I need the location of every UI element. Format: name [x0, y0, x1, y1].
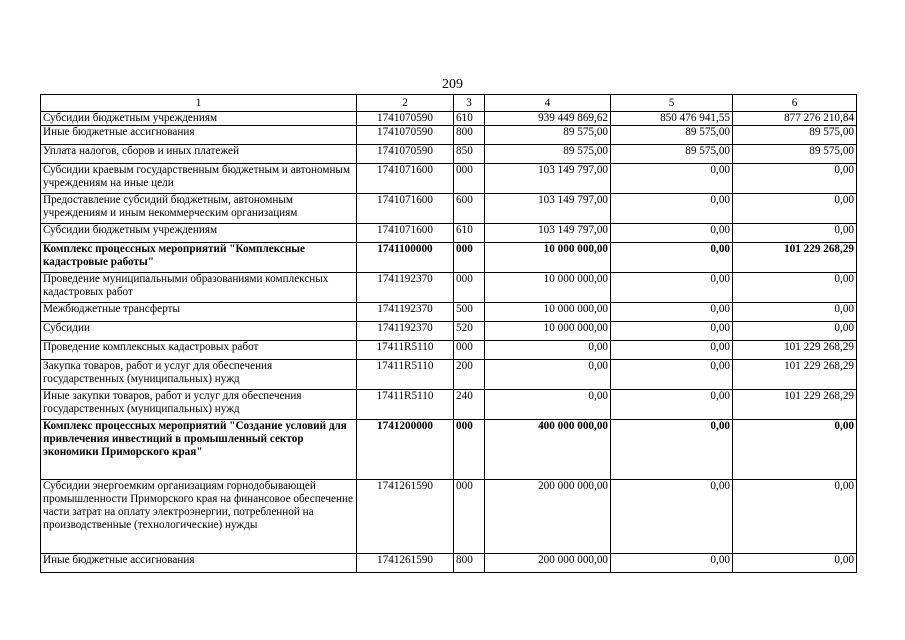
- table-row: [41, 194, 857, 224]
- row-value-col6: 0,00: [733, 322, 857, 341]
- row-name: Предоставление субсидий бюджетным, автономным учреждениям и иным некоммерческим организациям: [41, 194, 357, 224]
- table-row: [41, 341, 857, 360]
- row-type: 000: [454, 243, 485, 273]
- table-row: [41, 112, 857, 126]
- table-row: [41, 303, 857, 322]
- row-value-col5: 89 575,00: [611, 145, 733, 164]
- header-cell: 1: [41, 95, 357, 112]
- row-type: 000: [454, 480, 485, 554]
- row-type: 610: [454, 224, 485, 243]
- header-cell: 2: [357, 95, 454, 112]
- row-value-col5: 0,00: [611, 194, 733, 224]
- table-row: [41, 126, 857, 145]
- row-name: Субсидии бюджетным учреждениям: [41, 112, 357, 126]
- header-cell: 5: [611, 95, 733, 112]
- row-type: 610: [454, 112, 485, 126]
- row-name: Комплекс процессных мероприятий "Создание условий для привлечения инвестиций в промышленный сектор экономики Приморского края": [41, 420, 357, 480]
- row-value-col4: 10 000 000,00: [485, 322, 611, 341]
- row-value-col4: 0,00: [485, 360, 611, 390]
- row-type: 520: [454, 322, 485, 341]
- row-name: Субсидии бюджетным учреждениям: [41, 224, 357, 243]
- row-name: Проведение комплексных кадастровых работ: [41, 341, 357, 360]
- row-value-col4: 89 575,00: [485, 145, 611, 164]
- row-value-col4: 200 000 000,00: [485, 480, 611, 554]
- row-value-col4: 0,00: [485, 341, 611, 360]
- row-value-col6: 0,00: [733, 164, 857, 194]
- row-code: 1741261590: [357, 554, 454, 573]
- row-name: Иные бюджетные ассигнования: [41, 126, 357, 145]
- row-name: Иные закупки товаров, работ и услуг для обеспечения государственных (муниципальных) нужд: [41, 390, 357, 420]
- row-name: Межбюджетные трансферты: [41, 303, 357, 322]
- row-name: Иные бюджетные ассигнования: [41, 554, 357, 573]
- row-name: Субсидии энергоемким организациям горнодобывающей промышленности Приморского края на финансовое обеспечение части затрат на оплату электроэнергии, потребленной на производственные (технологические) нужды: [41, 480, 357, 554]
- row-value-col4: 200 000 000,00: [485, 554, 611, 573]
- row-code: 1741070590: [357, 126, 454, 145]
- row-type: 000: [454, 341, 485, 360]
- row-code: 1741071600: [357, 194, 454, 224]
- row-value-col5: 0,00: [611, 243, 733, 273]
- row-type: 000: [454, 164, 485, 194]
- row-code: 1741261590: [357, 480, 454, 554]
- row-value-col4: 103 149 797,00: [485, 194, 611, 224]
- row-value-col5: 0,00: [611, 164, 733, 194]
- table-row: [41, 243, 857, 273]
- row-type: 800: [454, 126, 485, 145]
- row-value-col5: 0,00: [611, 554, 733, 573]
- row-value-col4: 103 149 797,00: [485, 164, 611, 194]
- row-type: 500: [454, 303, 485, 322]
- row-value-col6: 101 229 268,29: [733, 341, 857, 360]
- row-value-col4: 103 149 797,00: [485, 224, 611, 243]
- table-row: [41, 554, 857, 573]
- header-cell: 4: [485, 95, 611, 112]
- page-number: 209: [442, 77, 463, 92]
- row-value-col6: 0,00: [733, 194, 857, 224]
- row-value-col6: 0,00: [733, 420, 857, 480]
- row-value-col4: 400 000 000,00: [485, 420, 611, 480]
- table-row: [41, 273, 857, 303]
- row-value-col6: 0,00: [733, 554, 857, 573]
- row-code: 17411R5110: [357, 390, 454, 420]
- row-value-col6: 89 575,00: [733, 126, 857, 145]
- row-code: 1741200000: [357, 420, 454, 480]
- row-value-col5: 89 575,00: [611, 126, 733, 145]
- row-type: 800: [454, 554, 485, 573]
- row-code: 17411R5110: [357, 341, 454, 360]
- row-value-col5: 0,00: [611, 224, 733, 243]
- row-value-col4: 10 000 000,00: [485, 273, 611, 303]
- row-type: 240: [454, 390, 485, 420]
- budget-table: [40, 94, 857, 573]
- row-code: 1741071600: [357, 224, 454, 243]
- table-body: [41, 95, 857, 573]
- row-value-col5: 850 476 941,55: [611, 112, 733, 126]
- row-value-col4: 10 000 000,00: [485, 303, 611, 322]
- row-value-col5: 0,00: [611, 273, 733, 303]
- header-cell: 6: [733, 95, 857, 112]
- row-code: 1741192370: [357, 322, 454, 341]
- row-value-col6: 0,00: [733, 480, 857, 554]
- row-type: 200: [454, 360, 485, 390]
- row-value-col6: 0,00: [733, 303, 857, 322]
- row-name: Субсидии краевым государственным бюджетным и автономным учреждениям на иные цели: [41, 164, 357, 194]
- row-value-col5: 0,00: [611, 303, 733, 322]
- row-name: Проведение муниципальными образованиями комплексных кадастровых работ: [41, 273, 357, 303]
- row-value-col6: 877 276 210,84: [733, 112, 857, 126]
- row-name: Закупка товаров, работ и услуг для обеспечения государственных (муниципальных) нужд: [41, 360, 357, 390]
- row-code: 1741192370: [357, 273, 454, 303]
- table-row: [41, 145, 857, 164]
- row-code: 1741192370: [357, 303, 454, 322]
- row-value-col5: 0,00: [611, 360, 733, 390]
- row-type: 000: [454, 273, 485, 303]
- table-row: [41, 224, 857, 243]
- row-value-col5: 0,00: [611, 420, 733, 480]
- table-row: [41, 390, 857, 420]
- table-row: [41, 322, 857, 341]
- row-value-col5: 0,00: [611, 480, 733, 554]
- row-value-col6: 0,00: [733, 273, 857, 303]
- row-code: 1741100000: [357, 243, 454, 273]
- row-value-col6: 101 229 268,29: [733, 390, 857, 420]
- row-value-col4: 89 575,00: [485, 126, 611, 145]
- row-code: 1741070590: [357, 145, 454, 164]
- row-value-col6: 0,00: [733, 224, 857, 243]
- table-row: [41, 164, 857, 194]
- row-type: 850: [454, 145, 485, 164]
- row-code: 17411R5110: [357, 360, 454, 390]
- row-type: 000: [454, 420, 485, 480]
- row-value-col6: 101 229 268,29: [733, 360, 857, 390]
- row-name: Уплата налогов, сборов и иных платежей: [41, 145, 357, 164]
- row-code: 1741070590: [357, 112, 454, 126]
- table-row: [41, 480, 857, 554]
- row-value-col6: 89 575,00: [733, 145, 857, 164]
- row-value-col5: 0,00: [611, 322, 733, 341]
- row-name: Субсидии: [41, 322, 357, 341]
- row-value-col6: 101 229 268,29: [733, 243, 857, 273]
- header-cell: 3: [454, 95, 485, 112]
- row-name: Комплекс процессных мероприятий "Комплексные кадастровые работы": [41, 243, 357, 273]
- table-row: [41, 360, 857, 390]
- row-value-col4: 939 449 869,62: [485, 112, 611, 126]
- row-value-col5: 0,00: [611, 341, 733, 360]
- row-value-col4: 10 000 000,00: [485, 243, 611, 273]
- row-value-col5: 0,00: [611, 390, 733, 420]
- table-row: [41, 420, 857, 480]
- row-value-col4: 0,00: [485, 390, 611, 420]
- row-type: 600: [454, 194, 485, 224]
- table-header-row: [41, 95, 857, 112]
- row-code: 1741071600: [357, 164, 454, 194]
